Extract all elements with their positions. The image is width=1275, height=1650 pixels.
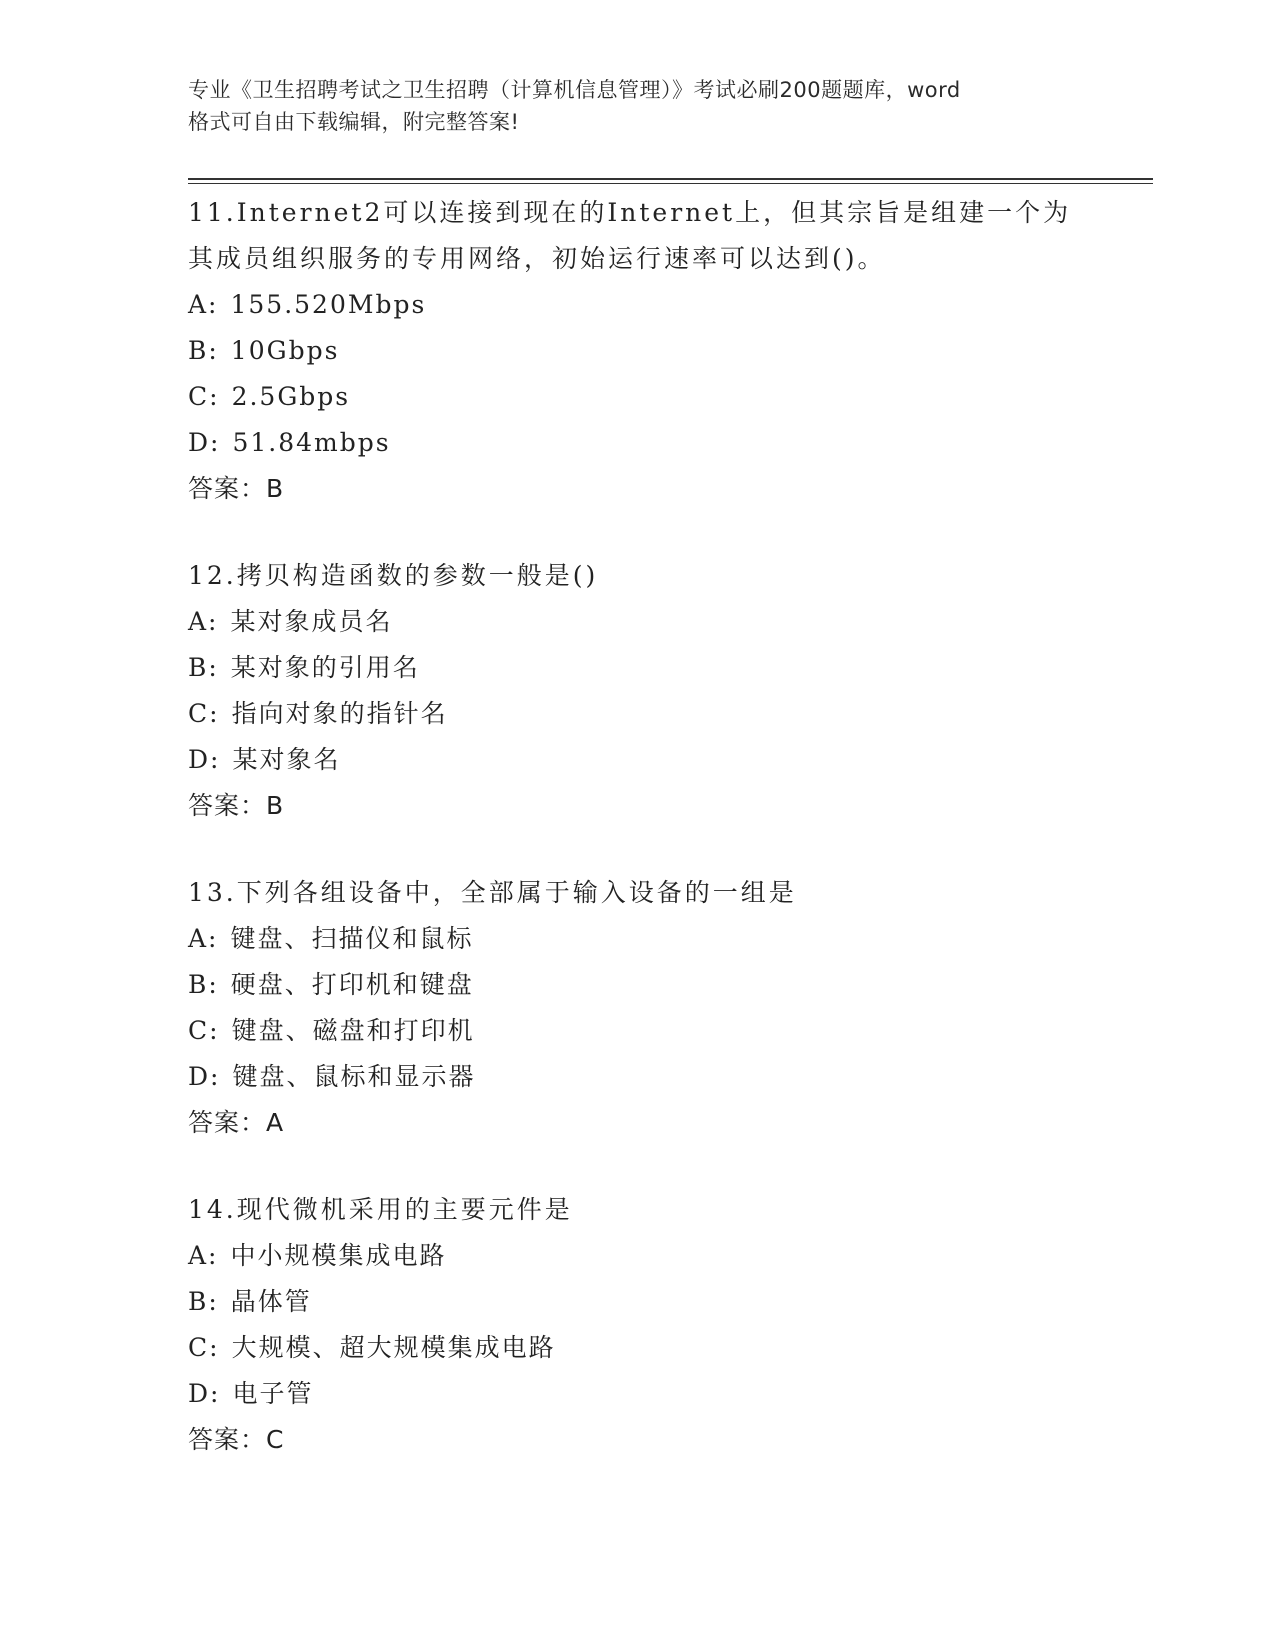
option-d: [188, 737, 1088, 783]
option-b: [188, 645, 1088, 691]
question-stem-continued: 其成员组织服务的专用网络，初始运行速率可以达到()。: [188, 244, 886, 273]
option-key: D:: [188, 1379, 221, 1408]
option-key: B:: [188, 1287, 219, 1316]
option-key: C:: [188, 1016, 220, 1045]
option-key: A:: [188, 924, 219, 953]
option-a: [188, 282, 1088, 328]
option-c: [188, 691, 1088, 737]
option-text: 键盘、扫描仪和鼠标: [230, 924, 474, 953]
option-d: [188, 1371, 1088, 1417]
option-text: 大规模、超大规模集成电路: [231, 1333, 556, 1362]
option-text: 155.520Mbps: [230, 290, 427, 319]
option-key: C:: [188, 382, 220, 411]
option-d: [188, 1054, 1088, 1100]
document-header: [188, 74, 1088, 138]
option-a: [188, 1233, 1088, 1279]
option-text: 晶体管: [230, 1287, 312, 1316]
option-b: [188, 1279, 1088, 1325]
option-text: 某对象名: [232, 745, 341, 774]
question-list: [188, 190, 1088, 1504]
option-c: [188, 1008, 1088, 1054]
question-14: [188, 1187, 1088, 1463]
answer-label: 答案：B: [188, 474, 285, 503]
option-a: [188, 916, 1088, 962]
option-key: B:: [188, 653, 219, 682]
option-text: 电子管: [232, 1379, 314, 1408]
header-divider: [188, 178, 1153, 180]
header-line-1: 专业《卫生招聘考试之卫生招聘（计算机信息管理）》考试必刷200题题库，word: [188, 78, 961, 102]
option-text: 10Gbps: [230, 336, 340, 365]
option-text: 2.5Gbps: [231, 382, 351, 411]
option-key: B:: [188, 336, 219, 365]
question-stem: 12.拷贝构造函数的参数一般是(): [188, 561, 599, 590]
option-text: 某对象的引用名: [230, 653, 420, 682]
option-text: 中小规模集成电路: [230, 1241, 447, 1270]
question-stem: 13.下列各组设备中，全部属于输入设备的一组是: [188, 878, 797, 907]
question-13: [188, 870, 1088, 1146]
question-stem: 14.现代微机采用的主要元件是: [188, 1195, 573, 1224]
option-text: 51.84mbps: [232, 428, 391, 457]
answer-label: 答案：C: [188, 1425, 285, 1454]
option-d: [188, 420, 1088, 466]
option-text: 键盘、磁盘和打印机: [231, 1016, 475, 1045]
option-key: A:: [188, 290, 219, 319]
option-b: [188, 962, 1088, 1008]
option-key: A:: [188, 1241, 219, 1270]
question-12: [188, 553, 1088, 829]
answer-label: 答案：A: [188, 1108, 285, 1137]
option-a: [188, 599, 1088, 645]
option-b: [188, 328, 1088, 374]
answer-label: 答案：B: [188, 791, 285, 820]
option-key: D:: [188, 1062, 221, 1091]
option-key: A:: [188, 607, 219, 636]
option-key: D:: [188, 745, 221, 774]
option-text: 指向对象的指针名: [231, 699, 448, 728]
option-text: 键盘、鼠标和显示器: [232, 1062, 476, 1091]
option-key: B:: [188, 970, 219, 999]
option-c: [188, 374, 1088, 420]
header-line-2: 格式可自由下载编辑，附完整答案!: [188, 110, 520, 134]
option-key: C:: [188, 1333, 220, 1362]
option-c: [188, 1325, 1088, 1371]
option-key: C:: [188, 699, 220, 728]
option-text: 某对象成员名: [230, 607, 393, 636]
option-key: D:: [188, 428, 221, 457]
option-text: 硬盘、打印机和键盘: [230, 970, 474, 999]
question-11: [188, 190, 1088, 512]
question-stem: 11.Internet2可以连接到现在的Internet上，但其宗旨是组建一个为: [188, 198, 1072, 227]
